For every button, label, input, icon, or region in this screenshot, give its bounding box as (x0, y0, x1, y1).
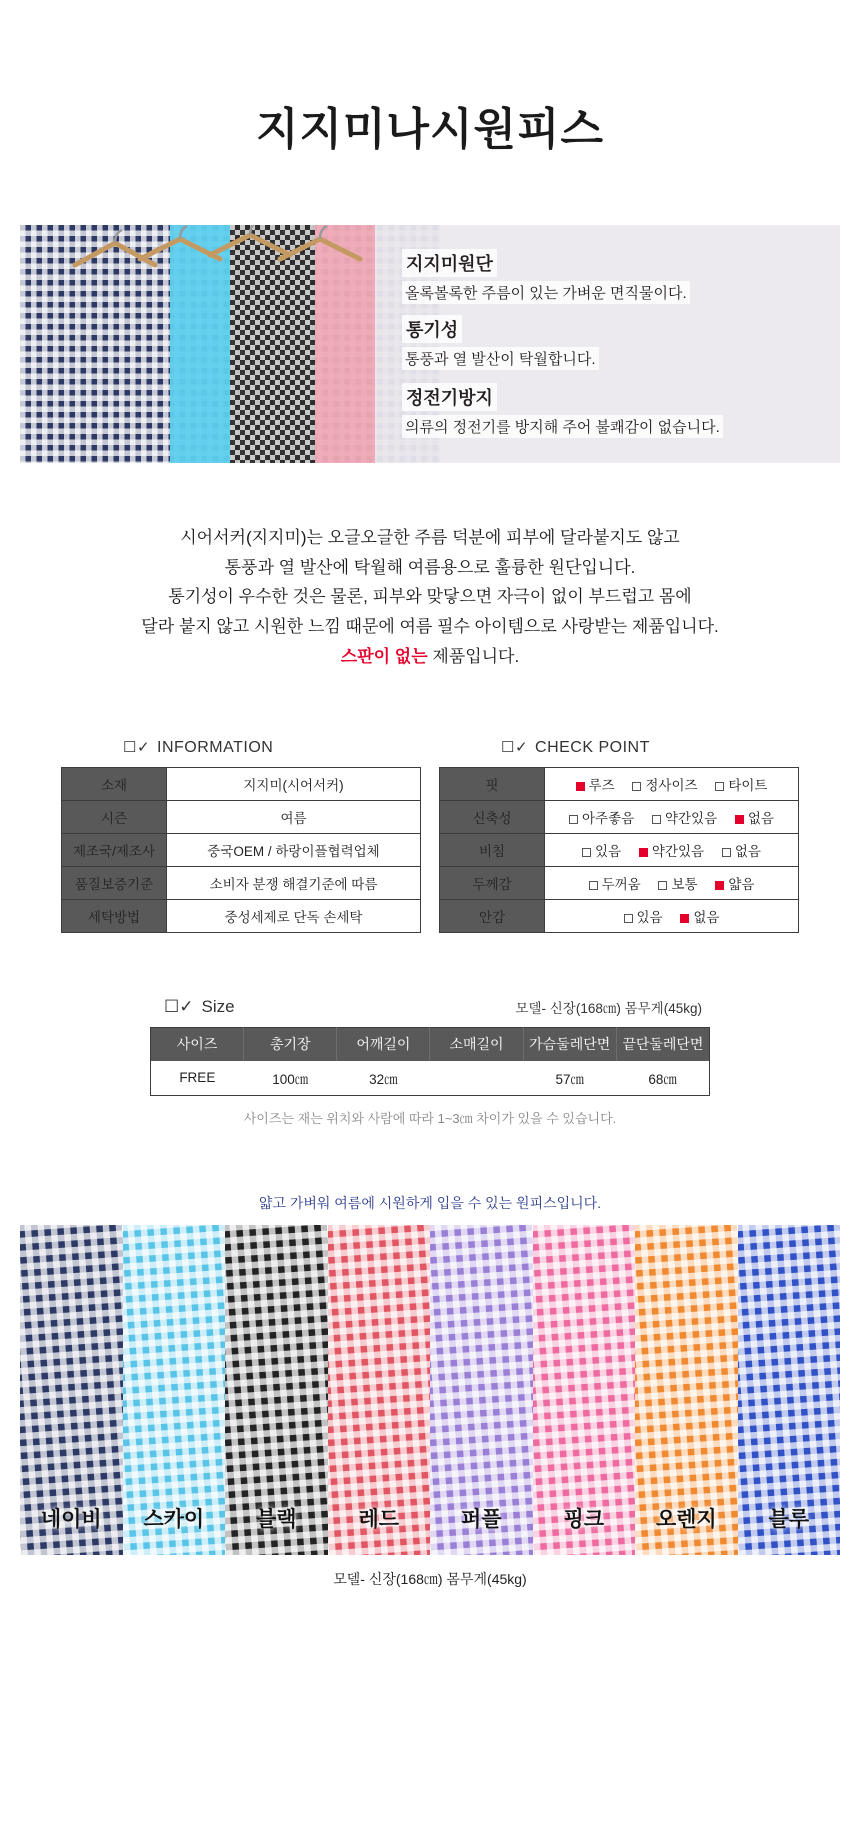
size-cell-0-0: FREE (151, 1061, 244, 1095)
option-1-2: 없음 (735, 807, 774, 827)
size-col-5: 끝단둘레단면 (616, 1027, 709, 1061)
hero-feature-2: 통기성 통풍과 열 발산이 탁월합니다. (402, 315, 599, 370)
gallery-note: 얇고 가벼워 여름에 시원하게 입을 수 있는 원피스입니다. (258, 1194, 602, 1211)
option-1-1: 약간있음 (652, 807, 717, 827)
option-2-0: 있음 (582, 840, 621, 860)
checkbox-empty-icon (715, 782, 724, 791)
gallery-footer-note: 모델- 신장(168㎝) 몸무게(45kg) (333, 1570, 527, 1587)
size-cell-0-3 (430, 1061, 523, 1095)
information-block (61, 738, 421, 933)
intro-paragraph (0, 523, 860, 672)
option-3-2: 얇음 (715, 873, 754, 893)
color-name: 네이비 (40, 1507, 102, 1531)
size-cell-0-1: 100㎝ (244, 1061, 337, 1095)
check-label-1: 신축성 (440, 800, 545, 833)
info-label-1: 시즌 (62, 800, 167, 833)
checkbox-empty-icon (652, 815, 661, 824)
color-swatch-orange[interactable] (635, 1225, 738, 1555)
intro-line-3: 통기성이 우수한 것은 물론, 피부와 맞닿으면 자극이 없이 부드럽고 몸에 (168, 587, 692, 607)
color-swatch-blue[interactable] (738, 1225, 841, 1555)
color-name: 블랙 (255, 1507, 297, 1531)
color-name: 핑크 (563, 1507, 605, 1531)
info-value-3: 소비자 분쟁 해결기준에 따름 (167, 866, 421, 899)
checkbox-empty-icon (582, 848, 591, 857)
table-row (62, 833, 421, 866)
color-swatch-red[interactable] (328, 1225, 431, 1555)
hero-feature-3: 정전기방지 의류의 정전기를 방지해 주어 불쾌감이 없습니다. (402, 383, 723, 438)
intro-line-2: 통풍과 열 발산에 탁월해 여름용으로 훌륭한 원단입니다. (224, 557, 636, 577)
color-name: 오렌지 (655, 1507, 717, 1531)
size-heading: ☐✓ Size (164, 996, 235, 1016)
size-table (150, 1027, 710, 1096)
checkbox-empty-icon (569, 815, 578, 824)
check-options-1 (545, 800, 799, 833)
checkbox-empty-icon (722, 848, 731, 857)
size-col-1: 총기장 (244, 1027, 337, 1061)
color-swatch-sky[interactable] (123, 1225, 226, 1555)
option-2-2: 없음 (722, 840, 761, 860)
option-0-2: 타이트 (715, 774, 767, 794)
color-gallery (20, 1225, 840, 1555)
checkbox-filled-icon (639, 848, 648, 857)
size-cell-0-5: 68㎝ (616, 1061, 709, 1095)
checkpoint-heading: ☐✓ CHECK POINT (501, 738, 650, 756)
size-header-row (150, 997, 710, 1017)
option-0-1: 정사이즈 (632, 774, 697, 794)
intro-line-4: 달라 붙지 않고 시원한 느낌 때문에 여름 필수 아이템으로 사랑받는 제품입니다. (141, 617, 719, 637)
intro-highlight: 스판이 없는 (340, 646, 428, 666)
page-title: 지지미나시원피스 (255, 105, 605, 154)
checkpoint-block (439, 738, 799, 933)
check-options-0 (545, 767, 799, 800)
table-row (440, 866, 799, 899)
color-swatch-black[interactable] (225, 1225, 328, 1555)
option-4-1: 없음 (680, 906, 719, 926)
size-col-0: 사이즈 (151, 1027, 244, 1061)
title-section (0, 0, 860, 157)
information-heading: ☐✓ INFORMATION (123, 738, 274, 756)
size-col-3: 소매길이 (430, 1027, 523, 1061)
table-row (62, 866, 421, 899)
option-0-0: 루즈 (576, 774, 615, 794)
size-cell-0-2: 32㎝ (337, 1061, 430, 1095)
check-label-2: 비침 (440, 833, 545, 866)
table-row (151, 1061, 710, 1095)
size-col-2: 어깨길이 (337, 1027, 430, 1061)
size-section (150, 997, 710, 1127)
checkpoint-table (439, 767, 799, 933)
option-4-0: 있음 (624, 906, 663, 926)
model-note: 모델- 신장(168㎝) 몸무게(45kg) (515, 1000, 702, 1016)
check-mark-icon: ☐✓ (164, 996, 194, 1016)
color-name: 블루 (768, 1507, 810, 1531)
check-mark-icon: ☐✓ (501, 738, 529, 756)
check-options-4 (545, 899, 799, 932)
intro-highlight-tail: 제품입니다. (427, 646, 520, 666)
size-col-4: 가슴둘레단면 (523, 1027, 616, 1061)
option-3-1: 보통 (658, 873, 697, 893)
info-value-2: 중국OEM / 하랑이플협력업체 (167, 833, 421, 866)
hanger-illustration-icon (20, 225, 440, 463)
hero-banner (20, 225, 840, 463)
checkbox-filled-icon (715, 881, 724, 890)
checkbox-empty-icon (658, 881, 667, 890)
info-value-0: 지지미(시어서커) (167, 767, 421, 800)
table-row (62, 899, 421, 932)
intro-line-1: 시어서커(지지미)는 오글오글한 주름 덕분에 피부에 달라붙지도 않고 (180, 527, 680, 547)
color-swatch-navy[interactable] (20, 1225, 123, 1555)
check-label-0: 핏 (440, 767, 545, 800)
hero-feature-1: 지지미원단 올록볼록한 주름이 있는 가벼운 면직물이다. (402, 249, 690, 304)
color-swatch-purple[interactable] (430, 1225, 533, 1555)
option-1-0: 아주좋음 (569, 807, 634, 827)
size-header (151, 1027, 710, 1061)
checkbox-empty-icon (624, 914, 633, 923)
check-mark-icon: ☐✓ (123, 738, 151, 756)
option-2-1: 약간있음 (639, 840, 704, 860)
checkbox-empty-icon (589, 881, 598, 890)
table-row (440, 767, 799, 800)
checkbox-filled-icon (576, 782, 585, 791)
check-options-2 (545, 833, 799, 866)
hero-product-photo (20, 225, 440, 463)
check-label-3: 두께감 (440, 866, 545, 899)
checkbox-empty-icon (632, 782, 641, 791)
info-label-0: 소재 (62, 767, 167, 800)
info-value-1: 여름 (167, 800, 421, 833)
info-label-2: 제조국/제조사 (62, 833, 167, 866)
info-label-4: 세탁방법 (62, 899, 167, 932)
size-cell-0-4: 57㎝ (523, 1061, 616, 1095)
info-value-4: 중성세제로 단독 손세탁 (167, 899, 421, 932)
table-row (440, 800, 799, 833)
info-label-3: 품질보증기준 (62, 866, 167, 899)
color-swatch-pink[interactable] (533, 1225, 636, 1555)
color-name: 퍼플 (460, 1507, 502, 1531)
checkbox-filled-icon (680, 914, 689, 923)
size-footnote: 사이즈는 재는 위치와 사람에 따라 1~3㎝ 차이가 있을 수 있습니다. (243, 1110, 617, 1126)
table-row (62, 800, 421, 833)
checkbox-filled-icon (735, 815, 744, 824)
table-row (62, 767, 421, 800)
table-row (440, 899, 799, 932)
information-table (61, 767, 421, 933)
check-label-4: 안감 (440, 899, 545, 932)
spec-tables (0, 738, 860, 933)
color-name: 레드 (358, 1507, 400, 1531)
table-row (440, 833, 799, 866)
color-name: 스카이 (143, 1507, 205, 1531)
check-options-3 (545, 866, 799, 899)
option-3-0: 두꺼움 (589, 873, 641, 893)
intro-line-5 (0, 642, 860, 672)
